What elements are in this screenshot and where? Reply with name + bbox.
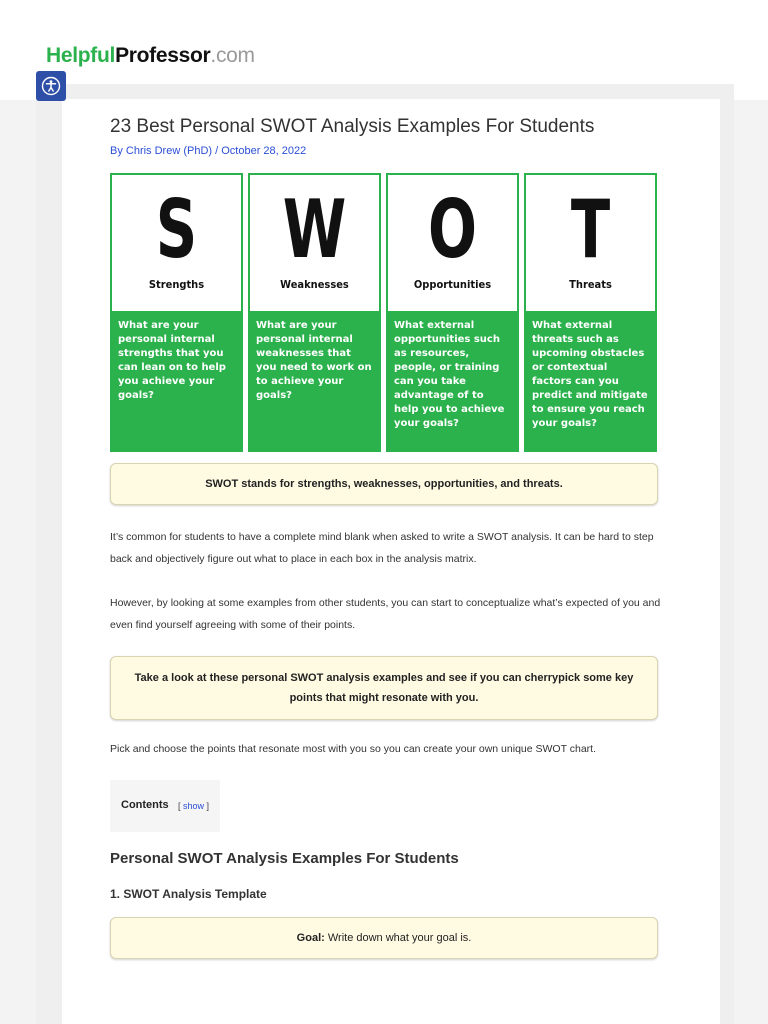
swot-header-strengths xyxy=(112,175,241,311)
take-a-look-text: Take a look at these personal SWOT analysis examples and see if you can cherrypick some key points that might resonate with you. xyxy=(134,672,634,704)
toc-toggle xyxy=(178,801,209,811)
intro-paragraph-1: It’s common for students to have a complete mind blank when asked to write a SWOT analysis. It can be hard to step back and objectively figure out what to place in each box in the analysis matrix. xyxy=(110,531,654,565)
goal-text: Write down what your goal is. xyxy=(324,932,472,944)
goal-callout-text xyxy=(297,932,472,944)
swot-column-threats xyxy=(524,173,657,452)
toc-bracket-close: ] xyxy=(204,801,210,811)
goal-label: Goal: xyxy=(296,932,325,944)
swot-letter-s: S xyxy=(155,183,198,276)
accessibility-icon xyxy=(41,76,61,96)
swot-header-threats xyxy=(526,175,655,311)
swot-definition-callout xyxy=(110,463,658,505)
swot-word-weaknesses: Weaknesses xyxy=(280,278,349,291)
intro-paragraph-3: Pick and choose the points that resonate most with you so you can create your own unique SWOT chart. xyxy=(110,743,596,755)
swot-word-threats: Threats xyxy=(569,278,612,291)
swot-letter-o: O xyxy=(428,183,477,276)
table-of-contents xyxy=(110,780,220,832)
accessibility-button[interactable] xyxy=(36,71,66,101)
swot-word-opportunities: Opportunities xyxy=(413,278,492,291)
toc-title: Contents xyxy=(121,799,169,811)
swot-word-strengths: Strengths xyxy=(148,278,205,291)
take-a-look-callout xyxy=(110,656,658,720)
article-title: 23 Best Personal SWOT Analysis Examples For Students xyxy=(110,116,595,137)
toc-bracket-open: [ xyxy=(178,801,184,811)
article-byline[interactable]: By Chris Drew (PhD) / October 28, 2022 xyxy=(110,145,307,157)
swot-header-weaknesses xyxy=(250,175,379,311)
swot-question-strengths: What are your personal internal strengths that you can lean on to help you achieve your goals? xyxy=(112,311,241,450)
goal-callout xyxy=(110,917,658,959)
logo-domain: .com xyxy=(210,44,255,67)
swot-column-opportunities xyxy=(386,173,519,452)
section-heading: Personal SWOT Analysis Examples For Students xyxy=(110,850,459,867)
swot-header-opportunities xyxy=(388,175,517,311)
swot-column-strengths xyxy=(110,173,243,452)
swot-graphic xyxy=(110,173,658,452)
site-logo[interactable] xyxy=(46,44,255,68)
swot-question-opportunities: What external opportunities such as resources, people, or training can you take advantage of to help you to achieve your goals? xyxy=(388,311,517,450)
logo-professor: Professor xyxy=(115,44,211,67)
intro-paragraph-2: However, by looking at some examples from other students, you can start to conceptualize what’s expected of you and even find yourself agreeing with some of their points. xyxy=(110,597,661,631)
swot-question-weaknesses: What are your personal internal weaknesses that you need to work on to achieve your goals? xyxy=(250,311,379,450)
swot-definition-text: SWOT stands for strengths, weaknesses, opportunities, and threats. xyxy=(205,478,563,490)
toc-show-link[interactable]: show xyxy=(183,801,205,811)
swot-letter-w: W xyxy=(282,183,347,276)
swot-question-threats: What external threats such as upcoming obstacles or contextual factors can you predict and mitigate to ensure you reach your goals? xyxy=(526,311,655,450)
swot-column-weaknesses xyxy=(248,173,381,452)
subsection-heading: 1. SWOT Analysis Template xyxy=(110,887,267,901)
logo-helpful: Helpful xyxy=(46,44,116,67)
swot-letter-t: T xyxy=(570,183,611,276)
